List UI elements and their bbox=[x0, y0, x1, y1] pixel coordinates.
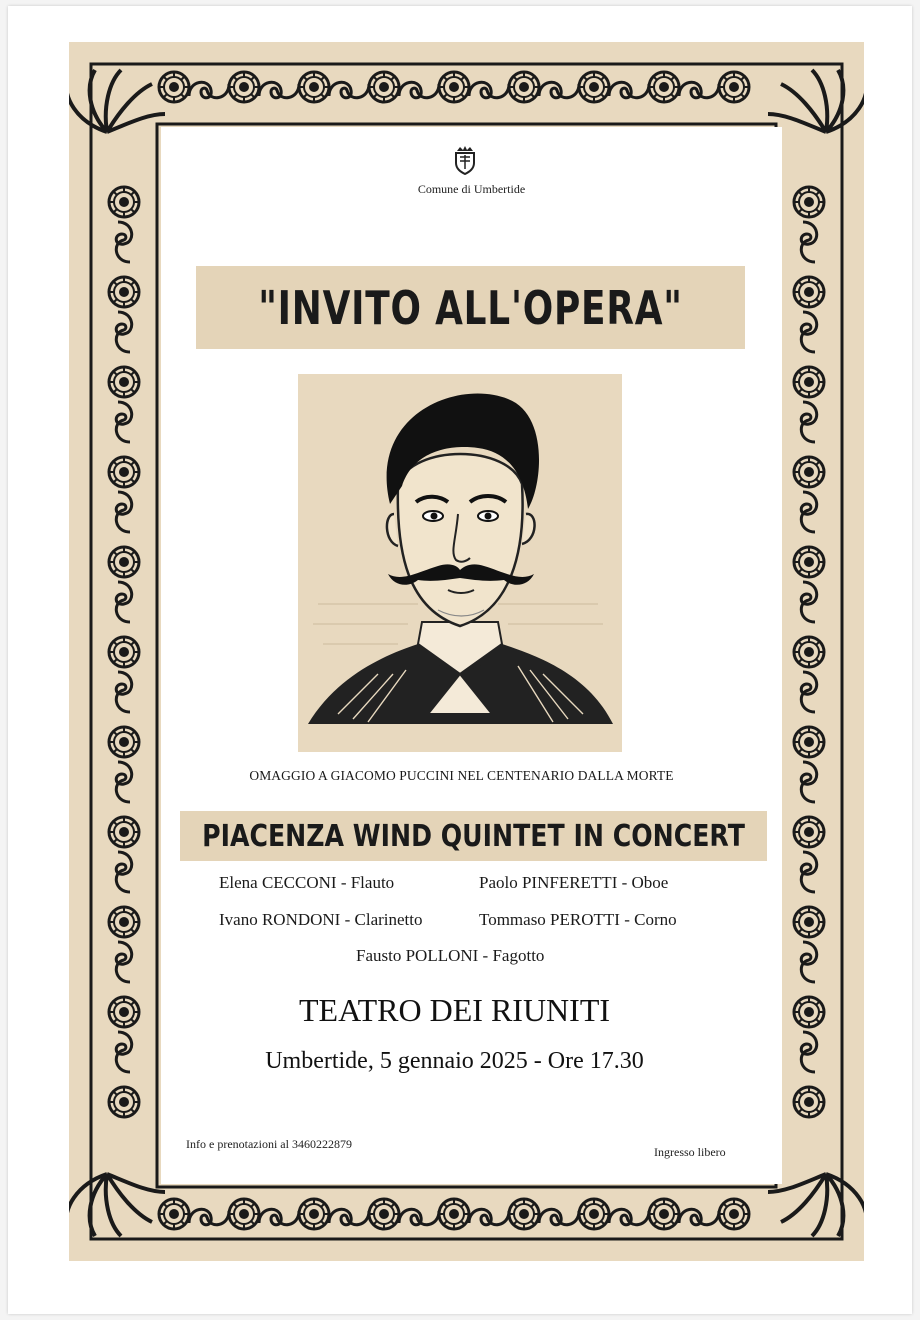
municipality-name: Comune di Umbertide bbox=[417, 182, 526, 196]
musician-clarinet: Ivano RONDONI - Clarinetto bbox=[219, 910, 423, 929]
municipal-crest-icon bbox=[452, 145, 478, 175]
musician-horn: Tommaso PEROTTI - Corno bbox=[479, 910, 677, 929]
event-date-time: Umbertide, 5 gennaio 2025 - Ore 17.30 bbox=[265, 1048, 644, 1074]
tribute-line: OMAGGIO A GIACOMO PUCCINI NEL CENTENARIO DALLA MORTE bbox=[249, 768, 674, 783]
venue-name: TEATRO DEI RIUNITI bbox=[298, 992, 611, 1028]
musician-bassoon: Fausto POLLONI - Fagotto bbox=[356, 946, 545, 965]
event-title: "INVITO ALL'OPERA" bbox=[258, 281, 683, 335]
musician-flute: Elena CECCONI - Flauto bbox=[219, 873, 395, 892]
musician-oboe: Paolo PINFERETTI - Oboe bbox=[479, 873, 669, 892]
puccini-portrait bbox=[298, 374, 622, 752]
admission-note: Ingresso libero bbox=[654, 1145, 726, 1159]
concert-title: PIACENZA WIND QUINTET IN CONCERT bbox=[202, 818, 745, 854]
booking-info: Info e prenotazioni al 3460222879 bbox=[186, 1137, 352, 1151]
